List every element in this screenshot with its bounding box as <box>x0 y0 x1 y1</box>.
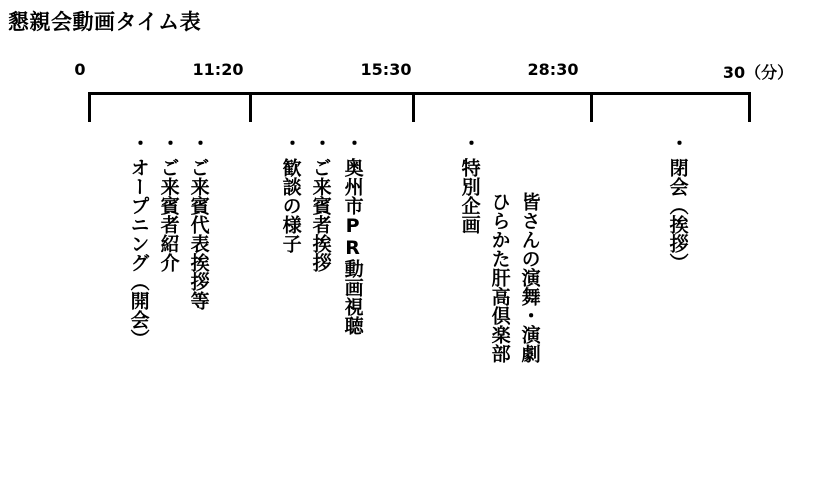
segment-item-guest-greeting: ご来賓代表挨拶等 <box>187 158 210 310</box>
axis-tick-mark-0 <box>88 92 91 122</box>
axis-tick-label-0: 0 <box>74 60 86 79</box>
axis-tick-label-1: 11:20 <box>192 60 244 79</box>
bullet-marker-2-1: ・ <box>313 133 333 155</box>
axis-tick-mark-4 <box>748 92 751 122</box>
axis-line <box>88 92 751 95</box>
axis-tick-label-4: 30（分） <box>722 63 794 82</box>
bullet-marker-4-0: ・ <box>670 133 690 155</box>
page-title: 懇親会動画タイム表 <box>8 10 202 34</box>
axis-tick-mark-3 <box>590 92 593 122</box>
segment-item-guest-speech: ご来賓者挨拶 <box>309 158 332 272</box>
segment-item-closing: 閉会（挨拶） <box>666 158 689 272</box>
bullet-marker-2-0: ・ <box>283 133 303 155</box>
segment-item-oshu-pr-video: 奥州市PR動画視聴 <box>341 158 364 335</box>
segment-item-opening: オープニング（開会） <box>127 158 150 348</box>
bullet-marker-3-0: ・ <box>462 133 482 155</box>
axis-tick-label-2: 15:30 <box>360 60 412 79</box>
axis-tick-label-3: 28:30 <box>527 60 579 79</box>
bullet-marker-1-0: ・ <box>131 133 151 155</box>
axis-tick-mark-1 <box>249 92 252 122</box>
bullet-marker-1-1: ・ <box>161 133 181 155</box>
segment-item-special-program: 特別企画 <box>458 158 481 234</box>
segment-item-hirakata-kimutaka-club: ひらかた肝高倶楽部 <box>488 192 511 363</box>
segment-item-guest-intro: ご来賓者紹介 <box>157 158 180 272</box>
axis-tick-mark-2 <box>412 92 415 122</box>
bullet-marker-1-2: ・ <box>191 133 211 155</box>
segment-item-chat-scene: 歓談の様子 <box>279 158 302 253</box>
bullet-marker-2-2: ・ <box>345 133 365 155</box>
segment-item-performance: 皆さんの演舞・演劇 <box>518 192 541 363</box>
